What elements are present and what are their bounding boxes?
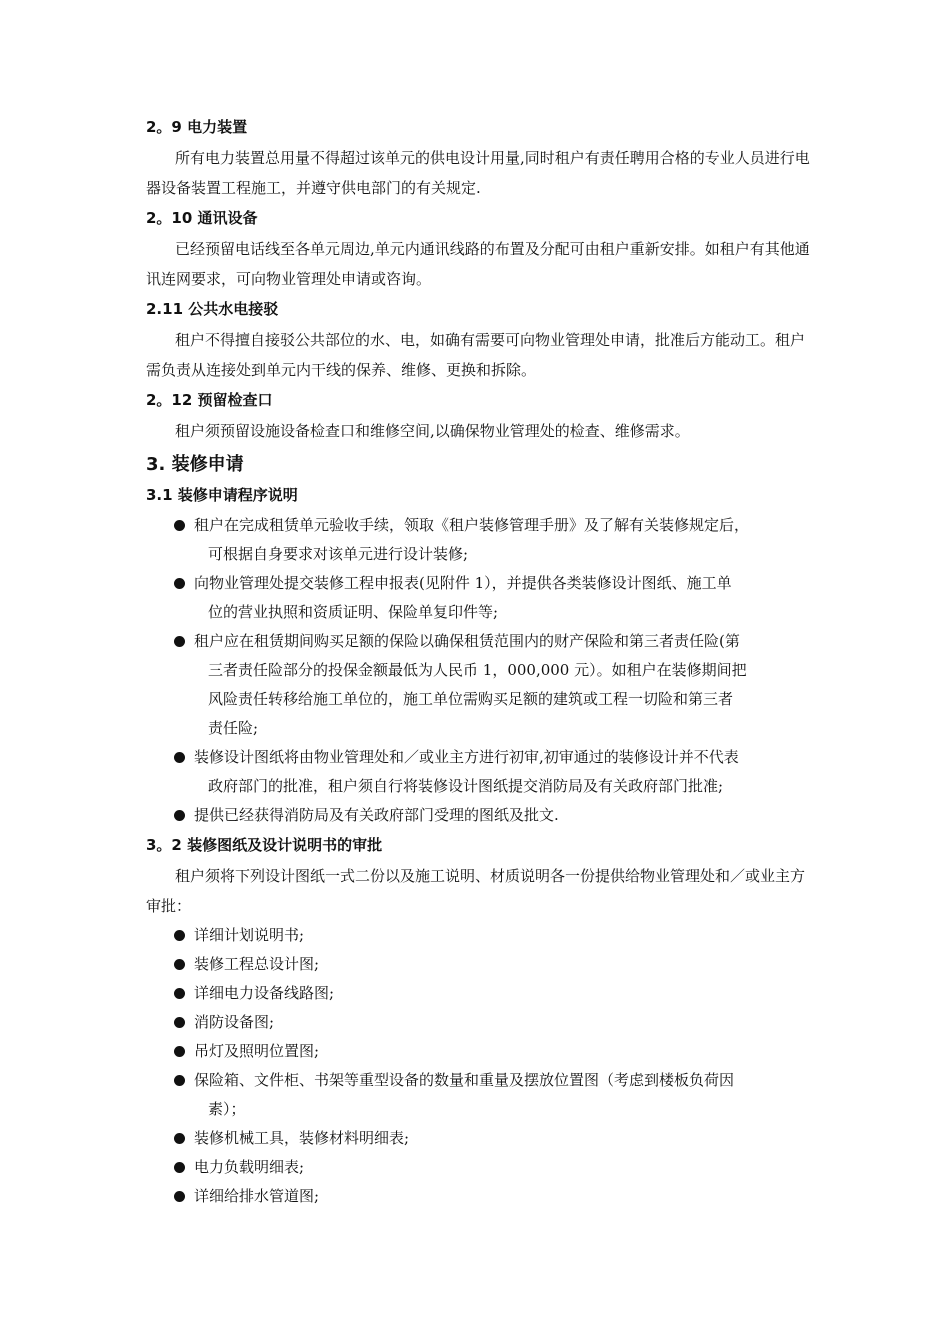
list-item-line: 风险责任转移给施工单位的，施工单位需购买足额的建筑或工程一切险和第三者 [208, 690, 734, 708]
section-heading: 2。9 电力装置 [146, 118, 248, 136]
list-item-line: 装修机械工具，装修材料明细表; [194, 1129, 410, 1147]
list-item-text [194, 1182, 816, 1211]
bullet-icon [174, 1017, 185, 1028]
section-heading: 2。12 预留检查口 [146, 391, 273, 409]
section-paragraph: 已经预留电话线至各单元周边,单元内通讯线路的布置及分配可由租户重新安排。如租户有其他通讯连网要求，可向物业管理处申请或咨询。 [146, 240, 810, 288]
bullet-icon [174, 636, 185, 647]
section-3-1 [146, 481, 816, 830]
bullet-icon [174, 988, 185, 999]
bullet-list [146, 511, 816, 830]
list-item-line: 电力负载明细表; [194, 1158, 305, 1176]
list-item [174, 801, 816, 830]
list-item-text [194, 569, 816, 627]
list-item-text [194, 1066, 816, 1124]
list-item-line: 装修工程总设计图; [194, 955, 320, 973]
list-item-line: 向物业管理处提交装修工程申报表(见附件 1），并提供各类装修设计图纸、施工单 [194, 574, 732, 592]
section-paragraph: 所有电力装置总用量不得超过该单元的供电设计用量,同时租户有责任聘用合格的专业人员进行电器设备装置工程施工，并遵守供电部门的有关规定. [146, 149, 810, 197]
list-item-text [194, 1124, 816, 1153]
bullet-icon [174, 810, 185, 821]
section-2-11 [146, 295, 816, 385]
list-item [174, 743, 816, 801]
list-item-line: 可根据自身要求对该单元进行设计装修; [208, 545, 469, 563]
bullet-icon [174, 1191, 185, 1202]
list-item [174, 950, 816, 979]
list-item [174, 921, 816, 950]
list-item-line: 素）； [208, 1100, 246, 1118]
bullet-icon [174, 578, 185, 589]
list-item [174, 1153, 816, 1182]
section-heading: 2。10 通讯设备 [146, 209, 258, 227]
document-body [146, 112, 816, 1211]
bullet-icon [174, 520, 185, 531]
list-item [174, 1066, 816, 1124]
list-item [174, 1182, 816, 1211]
chapter-title: 3. 装修申请 [146, 454, 244, 475]
list-item-line: 三者责任险部分的投保金额最低为人民币 1，000,000 元）。如租户在装修期间把 [208, 661, 747, 679]
section-paragraph: 租户须预留设施设备检查口和维修空间,以确保物业管理处的检查、维修需求。 [175, 422, 690, 440]
list-item-line: 政府部门的批准，租户须自行将装修设计图纸提交消防局及有关政府部门批准; [208, 777, 724, 795]
list-item-line: 详细电力设备线路图; [194, 984, 335, 1002]
section-heading: 3。2 装修图纸及设计说明书的审批 [146, 836, 383, 854]
bullet-icon [174, 959, 185, 970]
list-item-line: 租户在完成租赁单元验收手续，领取《租户装修管理手册》及了解有关装修规定后， [194, 516, 750, 534]
list-item-line: 位的营业执照和资质证明、保险单复印件等; [208, 603, 499, 621]
bullet-icon [174, 930, 185, 941]
list-item-text [194, 1153, 816, 1182]
bullet-icon [174, 752, 185, 763]
bullet-icon [174, 1133, 185, 1144]
bullet-icon [174, 1075, 185, 1086]
list-item [174, 569, 816, 627]
section-2-12 [146, 386, 816, 446]
list-item-text [194, 511, 816, 569]
section-heading: 2.11 公共水电接驳 [146, 300, 279, 318]
list-item-line: 责任险; [208, 719, 259, 737]
bullet-list [146, 921, 816, 1211]
section-2-10 [146, 204, 816, 294]
list-item-text [194, 801, 816, 830]
list-item-text [194, 627, 816, 743]
list-item [174, 1124, 816, 1153]
list-item-line: 保险箱、文件柜、书架等重型设备的数量和重量及摆放位置图（考虑到楼板负荷因 [194, 1071, 735, 1089]
list-item-text [194, 921, 816, 950]
list-item-line: 租户应在租赁期间购买足额的保险以确保租赁范围内的财产保险和第三者责任险(第 [194, 632, 740, 650]
list-item-line: 提供已经获得消防局及有关政府部门受理的图纸及批文. [194, 806, 559, 824]
list-item [174, 1008, 816, 1037]
list-item [174, 627, 816, 743]
list-item-line: 详细计划说明书; [194, 926, 305, 944]
section-2-9 [146, 113, 816, 203]
list-item-line: 详细给排水管道图; [194, 1187, 320, 1205]
list-item [174, 979, 816, 1008]
list-item-text [194, 950, 816, 979]
section-heading: 3.1 装修申请程序说明 [146, 486, 298, 504]
section-paragraph: 租户不得擅自接驳公共部位的水、电，如确有需要可向物业管理处申请，批准后方能动工。租户需负责从连接处到单元内干线的保养、维修、更换和拆除。 [146, 331, 806, 379]
list-item-text [194, 1037, 816, 1066]
list-item [174, 511, 816, 569]
bullet-icon [174, 1162, 185, 1173]
list-item-text [194, 979, 816, 1008]
section-3-2 [146, 831, 816, 1211]
list-item-line: 消防设备图; [194, 1013, 275, 1031]
section-paragraph: 租户须将下列设计图纸一式二份以及施工说明、材质说明各一份提供给物业管理处和／或业主方审批： [146, 867, 806, 915]
list-item [174, 1037, 816, 1066]
list-item-line: 装修设计图纸将由物业管理处和／或业主方进行初审,初审通过的装修设计并不代表 [194, 748, 739, 766]
list-item-text [194, 743, 816, 801]
list-item-text [194, 1008, 816, 1037]
list-item-line: 吊灯及照明位置图; [194, 1042, 320, 1060]
bullet-icon [174, 1046, 185, 1057]
